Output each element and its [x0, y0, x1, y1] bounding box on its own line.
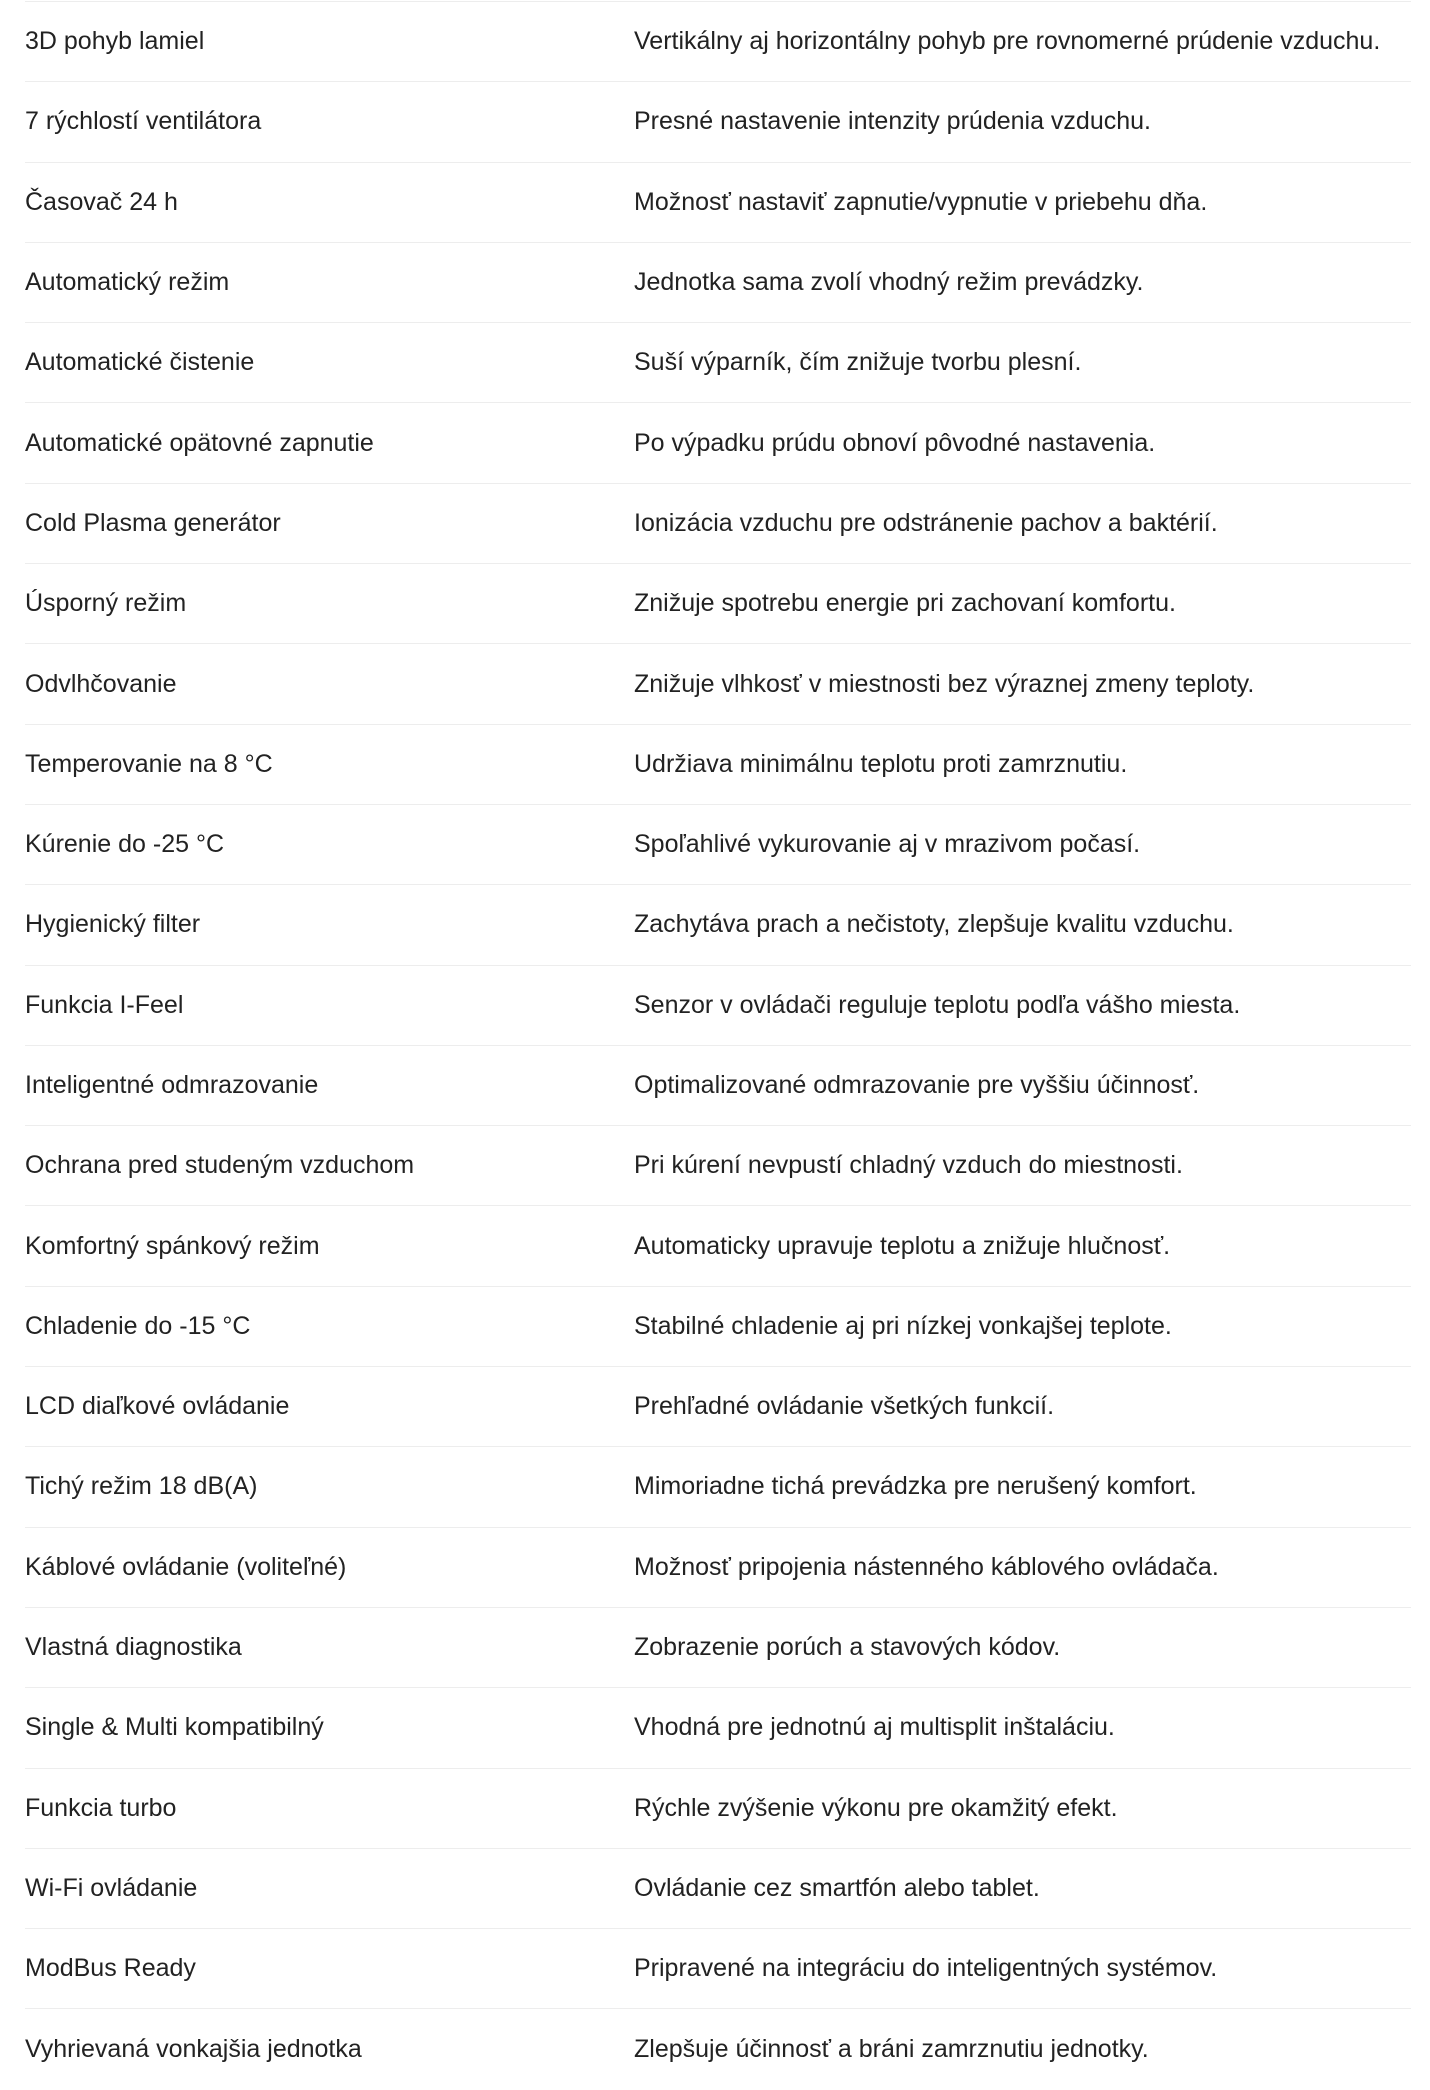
table-row — [25, 2009, 1411, 2089]
table-row — [25, 1528, 1411, 1608]
table-row — [25, 1206, 1411, 1286]
feature-description: Po výpadku prúdu obnoví pôvodné nastavenia. — [634, 428, 1156, 457]
feature-name: Ochrana pred studeným vzduchom — [25, 1151, 415, 1180]
feature-description: Vertikálny aj horizontálny pohyb pre rovnomerné prúdenie vzduchu. — [634, 27, 1381, 56]
feature-description: Znižuje spotrebu energie pri zachovaní komfortu. — [634, 589, 1176, 618]
feature-name: 7 rýchlostí ventilátora — [25, 107, 262, 136]
feature-name: Single & Multi kompatibilný — [25, 1713, 324, 1742]
feature-description: Jednotka sama zvolí vhodný režim prevádzky. — [634, 268, 1144, 297]
feature-name: Funkcia turbo — [25, 1793, 177, 1822]
table-row — [25, 403, 1411, 483]
feature-name: Komfortný spánkový režim — [25, 1231, 320, 1260]
table-row — [25, 163, 1411, 243]
feature-description: Udržiava minimálnu teplotu proti zamrznutiu. — [634, 749, 1128, 778]
feature-name: Automatické čistenie — [25, 348, 255, 377]
feature-description: Ovládanie cez smartfón alebo tablet. — [634, 1873, 1040, 1902]
table-row — [25, 1688, 1411, 1768]
feature-name: Automatický režim — [25, 268, 230, 297]
table-row — [25, 644, 1411, 724]
feature-description: Stabilné chladenie aj pri nízkej vonkajšej teplote. — [634, 1311, 1172, 1340]
feature-table — [25, 1, 1411, 2090]
table-row — [25, 966, 1411, 1046]
table-row — [25, 1608, 1411, 1688]
feature-description: Možnosť pripojenia nástenného káblového ovládača. — [634, 1552, 1219, 1581]
feature-description: Suší výparník, čím znižuje tvorbu plesní. — [634, 348, 1082, 377]
table-row — [25, 1769, 1411, 1849]
table-row — [25, 2, 1411, 82]
feature-description: Pripravené na integráciu do inteligentných systémov. — [634, 1954, 1218, 1983]
feature-name: Vyhrievaná vonkajšia jednotka — [25, 2035, 362, 2064]
table-row — [25, 1367, 1411, 1447]
feature-name: Inteligentné odmrazovanie — [25, 1071, 319, 1099]
feature-name: Funkcia I-Feel — [25, 990, 184, 1019]
table-row — [25, 323, 1411, 403]
feature-name: Odvlhčovanie — [25, 669, 177, 698]
feature-name: LCD diaľkové ovládanie — [25, 1392, 290, 1421]
table-row — [25, 243, 1411, 323]
feature-name: Úsporný režim — [25, 589, 187, 618]
feature-description: Znižuje vlhkosť v miestnosti bez výraznej zmeny teploty. — [634, 669, 1255, 698]
feature-description: Prehľadné ovládanie všetkých funkcií. — [634, 1392, 1055, 1421]
feature-description: Zlepšuje účinnosť a bráni zamrznutiu jednotky. — [634, 2035, 1149, 2064]
feature-name: Temperovanie na 8 °C — [25, 749, 273, 778]
feature-name: Tichý režim 18 dB(A) — [25, 1472, 258, 1501]
feature-name: Kúrenie do -25 °C — [25, 830, 224, 859]
feature-description: Pri kúrení nevpustí chladný vzduch do miestnosti. — [634, 1151, 1183, 1180]
feature-name: Hygienický filter — [25, 910, 201, 939]
feature-description: Senzor v ovládači reguluje teplotu podľa vášho miesta. — [634, 990, 1241, 1019]
table-row — [25, 564, 1411, 644]
feature-name: Automatické opätovné zapnutie — [25, 428, 374, 457]
feature-description: Zobrazenie porúch a stavových kódov. — [634, 1633, 1061, 1662]
table-row — [25, 1287, 1411, 1367]
table-row — [25, 1046, 1411, 1126]
table-row — [25, 725, 1411, 805]
table-row — [25, 1126, 1411, 1206]
feature-description: Presné nastavenie intenzity prúdenia vzduchu. — [634, 107, 1151, 136]
table-row — [25, 82, 1411, 162]
feature-description: Zachytáva prach a nečistoty, zlepšuje kvalitu vzduchu. — [634, 910, 1234, 939]
feature-name: Káblové ovládanie (voliteľné) — [25, 1552, 347, 1581]
feature-name: 3D pohyb lamiel — [25, 27, 205, 56]
table-row — [25, 1849, 1411, 1929]
feature-description: Možnosť nastaviť zapnutie/vypnutie v priebehu dňa. — [634, 187, 1208, 216]
table-row — [25, 484, 1411, 564]
table-row — [25, 885, 1411, 965]
table-row — [25, 805, 1411, 885]
feature-description: Mimoriadne tichá prevádzka pre nerušený komfort. — [634, 1472, 1197, 1501]
feature-name: ModBus Ready — [25, 1954, 196, 1983]
table-row — [25, 1929, 1411, 2009]
feature-description: Vhodná pre jednotnú aj multisplit inštaláciu. — [634, 1713, 1115, 1742]
feature-name: Časovač 24 h — [25, 187, 178, 216]
feature-description: Rýchle zvýšenie výkonu pre okamžitý efekt. — [634, 1793, 1118, 1822]
feature-name: Chladenie do -15 °C — [25, 1311, 251, 1340]
feature-name: Vlastná diagnostika — [25, 1633, 242, 1662]
feature-name: Cold Plasma generátor — [25, 508, 281, 537]
feature-description: Optimalizované odmrazovanie pre vyššiu účinnosť. — [634, 1071, 1200, 1099]
table-row — [25, 1447, 1411, 1527]
feature-name: Wi-Fi ovládanie — [25, 1873, 198, 1902]
feature-description: Spoľahlivé vykurovanie aj v mrazivom počasí. — [634, 830, 1141, 859]
feature-description: Automaticky upravuje teplotu a znižuje hlučnosť. — [634, 1231, 1171, 1260]
feature-description: Ionizácia vzduchu pre odstránenie pachov a baktérií. — [634, 508, 1218, 537]
